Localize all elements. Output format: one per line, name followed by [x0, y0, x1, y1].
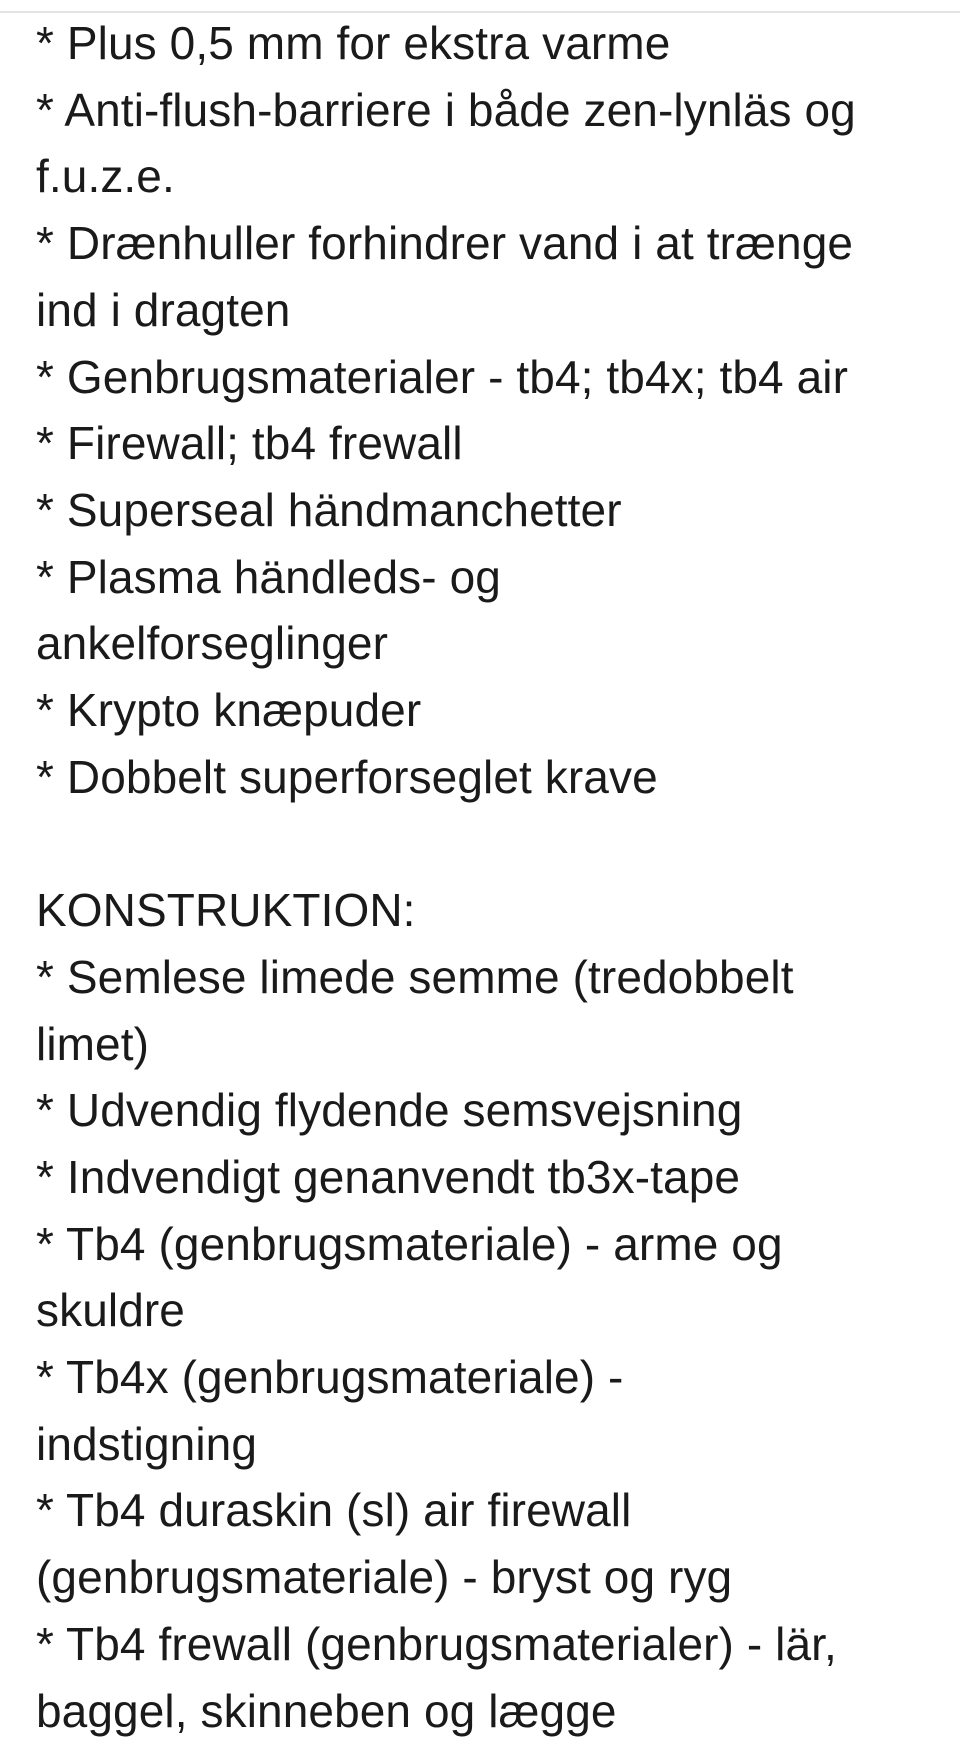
construction-line: * Tb4 duraskin (sl) air firewall: [36, 1484, 632, 1537]
construction-line: limet): [36, 1017, 150, 1070]
construction-line: * Semlese limede semme (tredobbelt: [36, 950, 794, 1003]
construction-heading: KONSTRUKTION:: [36, 884, 416, 937]
construction-line: * Tb4x (genbrugsmateriale) -: [36, 1351, 624, 1404]
feature-line: * Dobbelt superforseglet krave: [36, 750, 658, 803]
feature-line: * Anti-flush-barriere i både zen-lynläs og: [36, 83, 856, 136]
feature-line: * Genbrugsmaterialer - tb4; tb4x; tb4 air: [36, 350, 849, 403]
feature-line: * Drænhuller forhindrer vand i at trænge: [36, 217, 854, 270]
feature-line: f.u.z.e.: [36, 150, 175, 203]
construction-line: skuldre: [36, 1284, 185, 1337]
construction-line: baggel, skinneben og lægge: [36, 1684, 617, 1737]
document-text: [36, 10, 956, 1744]
construction-line: * Udvendig flydende semsvejsning: [36, 1084, 743, 1137]
construction-line: * Indvendigt genanvendt tb3x-tape: [36, 1150, 741, 1203]
construction-line: * Tb4 (genbrugsmateriale) - arme og: [36, 1217, 783, 1270]
feature-line: * Plus 0,5 mm for ekstra varme: [36, 17, 671, 69]
construction-line: * Tb4 frewall (genbrugsmaterialer) - lär,: [36, 1617, 837, 1670]
feature-line: ind i dragten: [36, 283, 291, 336]
construction-line: indstigning: [36, 1417, 258, 1470]
feature-line: * Krypto knæpuder: [36, 684, 422, 737]
construction-line: (genbrugsmateriale) - bryst og ryg: [36, 1551, 733, 1604]
feature-line: * Superseal händmanchetter: [36, 483, 622, 536]
feature-line: ankelforseglinger: [36, 617, 389, 670]
paragraph-spacer: [36, 810, 956, 877]
feature-line: * Firewall; tb4 frewall: [36, 417, 463, 470]
feature-line: * Plasma händleds- og: [36, 550, 501, 603]
